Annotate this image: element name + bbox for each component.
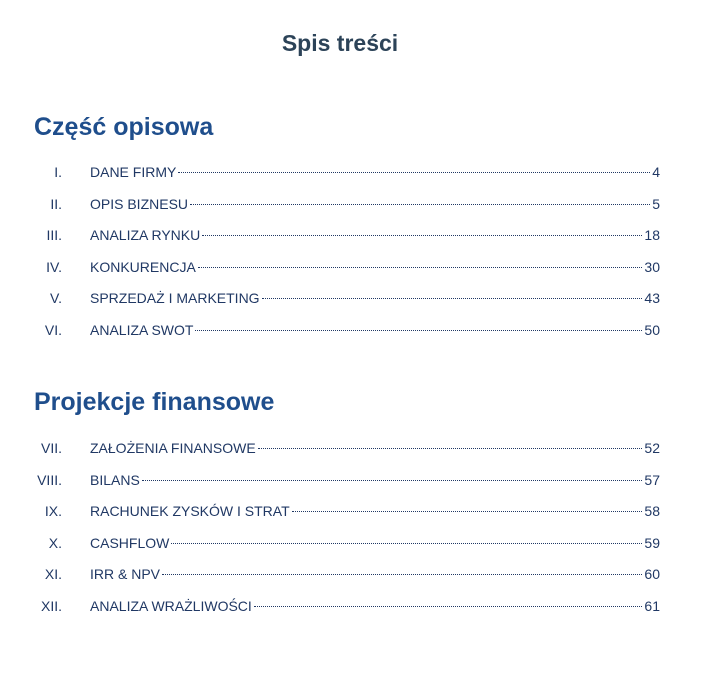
toc-entry[interactable] [0,225,680,257]
dot-leader [190,204,650,205]
toc-entry[interactable] [0,320,680,352]
toc-entry-page: 58 [644,503,660,519]
toc-entry-number: V. [50,290,62,306]
toc-entry-label: IRR & NPV [90,566,161,582]
toc-entry[interactable] [0,194,680,226]
toc-entry-label: RACHUNEK ZYSKÓW I STRAT [90,503,290,519]
toc-entry-page: 18 [644,227,660,243]
toc-entry-number: IX. [44,503,62,519]
dot-leader [195,330,642,331]
dot-leader [202,235,642,236]
dot-leader [254,606,643,607]
toc-entry-page: 43 [644,290,660,306]
toc-entry[interactable] [0,288,680,320]
toc-entry-label: ANALIZA RYNKU [90,227,201,243]
toc-entry[interactable] [0,470,680,502]
toc-list-czesc-opisowa [0,162,680,351]
toc-entry-number: II. [50,195,62,212]
toc-entry-label: ZAŁOŻENIA FINANSOWE [90,440,256,456]
toc-entry[interactable] [0,162,680,194]
toc-entry[interactable] [0,564,680,596]
toc-entry[interactable] [0,533,680,565]
toc-entry-page: 57 [644,471,660,488]
toc-entry-page: 59 [644,534,660,551]
toc-entry-number: X. [48,534,62,551]
dot-leader [178,172,650,173]
dot-leader [171,543,642,544]
toc-entry-page: 52 [644,440,660,456]
toc-entry-page: 5 [652,195,660,212]
toc-entry-label: OPIS BIZNESU [90,195,189,212]
toc-entry[interactable] [0,257,680,289]
toc-entry-page: 30 [644,258,660,275]
section-heading-czesc-opisowa: Część opisowa [34,113,214,141]
toc-entry-number: XII. [40,597,62,614]
toc-list-projekcje-finansowe [0,438,680,627]
toc-entry-label: BILANS [90,471,140,488]
toc-entry-label: KONKURENCJA [90,258,196,275]
toc-entry-number: I. [54,164,62,180]
toc-entry-number: VI. [44,321,62,338]
toc-entry-label: CASHFLOW [90,534,170,551]
toc-entry-page: 50 [644,321,660,338]
toc-entry[interactable] [0,501,680,533]
toc-entry-label: ANALIZA SWOT [90,321,194,338]
toc-entry-label: SPRZEDAŻ I MARKETING [90,290,260,306]
toc-entry-page: 60 [644,566,660,582]
dot-leader [262,298,643,299]
toc-entry-number: IV. [46,258,62,275]
page-title: Spis treści [281,30,399,56]
toc-entry[interactable] [0,596,680,628]
dot-leader [292,511,643,512]
toc-entry-label: DANE FIRMY [90,164,177,180]
toc-entry-number: III. [46,227,62,243]
toc-entry-number: VIII. [37,471,62,488]
toc-entry-number: VII. [40,440,62,456]
toc-entry-number: XI. [44,566,62,582]
dot-leader [162,574,642,575]
toc-entry-page: 4 [652,164,660,180]
toc-entry-label: ANALIZA WRAŻLIWOŚCI [90,597,252,614]
toc-entry-page: 61 [644,597,660,614]
dot-leader [198,267,643,268]
toc-entry[interactable] [0,438,680,470]
section-heading-projekcje-finansowe: Projekcje finansowe [34,388,275,416]
dot-leader [142,480,643,481]
dot-leader [258,448,643,449]
